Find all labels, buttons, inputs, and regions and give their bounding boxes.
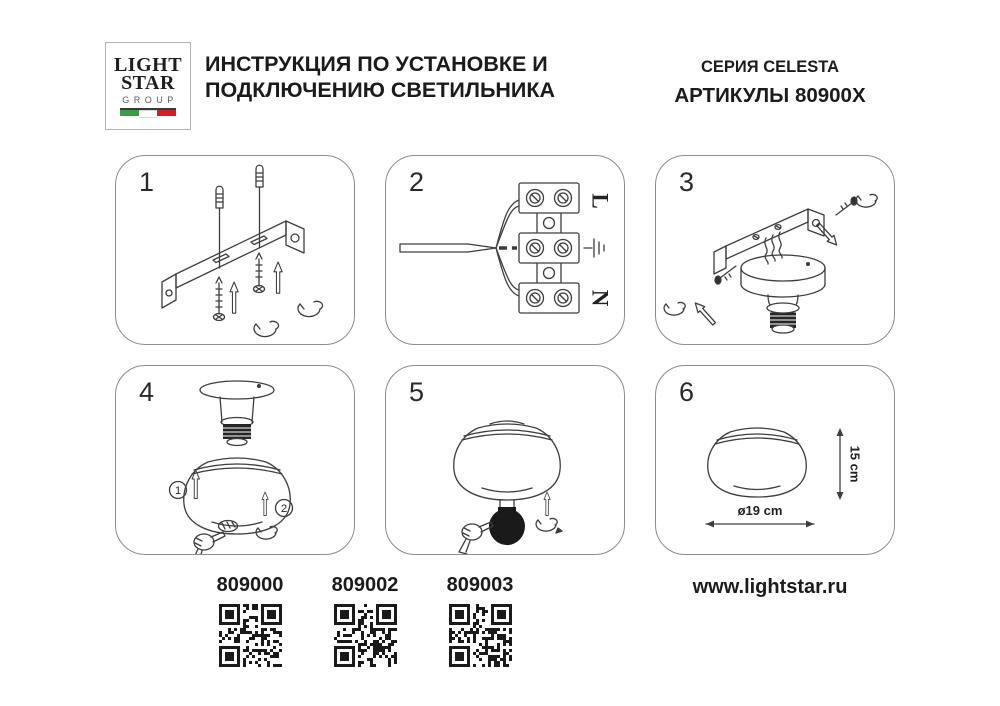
- step-2-marker: 2: [280, 503, 288, 515]
- bracket-screws-illustration: [116, 156, 354, 344]
- flag-white-segment: [139, 110, 158, 118]
- title-line-1: ИНСТРУКЦИЯ ПО УСТАНОВКЕ И: [205, 52, 548, 76]
- panel-step-5: [385, 365, 625, 555]
- neutral-wire-label: N: [587, 289, 613, 307]
- step-number: 4: [139, 377, 155, 407]
- logo-word-light: LIGHT: [113, 53, 183, 76]
- logo-word-group: GROUP: [122, 95, 178, 106]
- panel-step-3: [655, 155, 895, 345]
- shade-attachment-illustration: [116, 366, 354, 554]
- terminal-block-illustration: [386, 156, 624, 344]
- bulb-installation-illustration: [386, 366, 624, 554]
- ground-icon: [584, 239, 604, 257]
- panel-step-6: [655, 365, 895, 555]
- italian-flag-stripe: [120, 108, 176, 116]
- page-title: [205, 51, 635, 103]
- panel-step-1: [115, 155, 355, 345]
- title-line-2: ПОДКЛЮЧЕНИЮ СВЕТИЛЬНИКА: [205, 78, 556, 102]
- product-code-809002: 809002: [331, 574, 399, 596]
- qr-code-809002: [334, 604, 397, 667]
- qr-code-809003: [449, 604, 512, 667]
- panel-step-2: [385, 155, 625, 345]
- series-name: СЕРИЯ CELESTA: [700, 58, 839, 76]
- logo-word-star: STAR: [121, 72, 175, 94]
- website-url: www.lightstar.ru: [692, 576, 848, 598]
- step-number: 1: [139, 167, 155, 197]
- live-wire-label: L: [587, 193, 613, 209]
- step-number: 6: [679, 377, 695, 407]
- step-number: 3: [679, 167, 695, 197]
- product-code-809003: 809003: [446, 574, 514, 596]
- step-number: 5: [409, 377, 425, 407]
- qr-code-809000: [219, 604, 282, 667]
- diameter-dimension-label: ø19 cm: [737, 503, 783, 518]
- product-code-809000: 809000: [216, 574, 284, 596]
- flag-green-segment: [120, 110, 139, 116]
- step-1-marker: 1: [174, 485, 182, 497]
- height-dimension-label: 15 cm: [847, 445, 863, 483]
- panel-step-4: [115, 365, 355, 555]
- header-right: [640, 58, 900, 108]
- lightstar-logo: [105, 42, 191, 130]
- base-mounting-illustration: [656, 156, 894, 344]
- dimensions-illustration: [656, 366, 894, 554]
- article-numbers: АРТИКУЛЫ 80900X: [674, 84, 866, 107]
- step-number: 2: [409, 167, 425, 197]
- flag-red-segment: [157, 110, 176, 116]
